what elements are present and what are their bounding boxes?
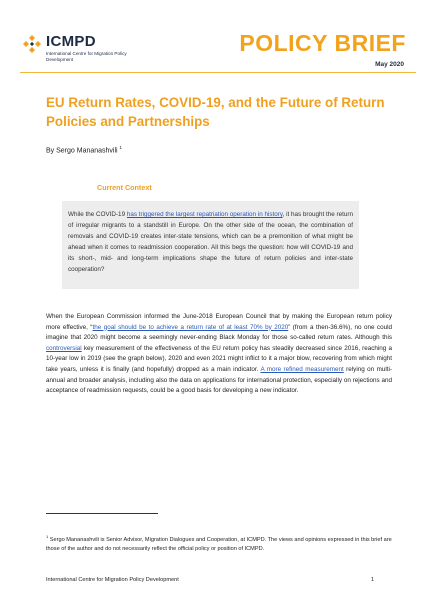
- repatriation-link[interactable]: has triggered the largest repatriation operation in history: [126, 211, 283, 218]
- context-heading: Current Context: [97, 183, 152, 192]
- publication-date: May 2020: [375, 61, 404, 68]
- footnote-mark: 1: [46, 534, 49, 539]
- context-paragraph: [68, 209, 353, 275]
- doc-type-heading: POLICY BRIEF: [239, 30, 406, 56]
- body-text: key measurement of the effectiveness of the EU return policy has steadily decreased since 2016, reaching a 10-year low in 2019 (see the graph below), 2020 and even 2021 might inflict to it a major blow, recovering from which might take years, unless it is finally (and hopefully) dropped as a main indicator.: [46, 344, 392, 373]
- byline: [46, 145, 122, 154]
- author-name: By Sergo Mananashvili: [46, 147, 118, 155]
- footer-org: International Centre for Migration Policy Development: [46, 577, 179, 583]
- controversial-link[interactable]: controversial: [46, 344, 82, 352]
- footnote-text: Sergo Mananashvili is Senior Advisor, Migration Dialogues and Cooperation, at ICMPD. The views and opinions expressed in this brief are those of the author and do not necessarily reflect the official policy or position of ICMPD.: [46, 536, 392, 552]
- return-rate-goal-link[interactable]: the goal should be to achieve a return rate of at least 70% by 2020: [92, 323, 289, 331]
- body-paragraph: [46, 312, 392, 397]
- page-number: 1: [371, 577, 375, 583]
- body-text: When the European Commission informed the June-2018 European Council that by making the European return policy more effective, “: [46, 313, 392, 331]
- body-text: relying on multi-annual and broader analysis, including also the data on applications for international protection, especially on rejections and acceptance of readmission requests, could be a good basis for developing a new indicator.: [46, 365, 393, 395]
- header-divider: [20, 72, 416, 73]
- logo-name: ICMPD: [46, 33, 96, 50]
- refined-measurement-link[interactable]: A more refined measurement: [260, 365, 344, 373]
- body-text: ” (from a then-36.6%), no one could imagine that 2020 might become a seemingly never-ending Black Monday for those so-called return rates. Although this: [46, 323, 392, 342]
- context-text: , it has brought the return of irregular migrants to a standstill in Europe. On the other side of the ocean, the combination of removals and COVID-19 creates inter-state tensions, which can be a premonition of what might be ahead when it comes to readmission cooperation. All this begs the question: how will COVID-19 and its short-, mid- and long-term implications shape the future of return policies and inter-state cooperation?: [68, 211, 353, 273]
- page-title: EU Return Rates, COVID-19, and the Future of Return Policies and Partnerships: [46, 95, 385, 129]
- icmpd-logo-icon: [22, 34, 42, 54]
- context-text: While the COVID-19: [68, 211, 127, 218]
- logo-subtitle: International Centre for Migration Policy Development: [46, 51, 127, 62]
- footnote-divider: [46, 513, 158, 514]
- footnote-ref[interactable]: 1: [119, 145, 123, 150]
- footnote: [46, 532, 394, 554]
